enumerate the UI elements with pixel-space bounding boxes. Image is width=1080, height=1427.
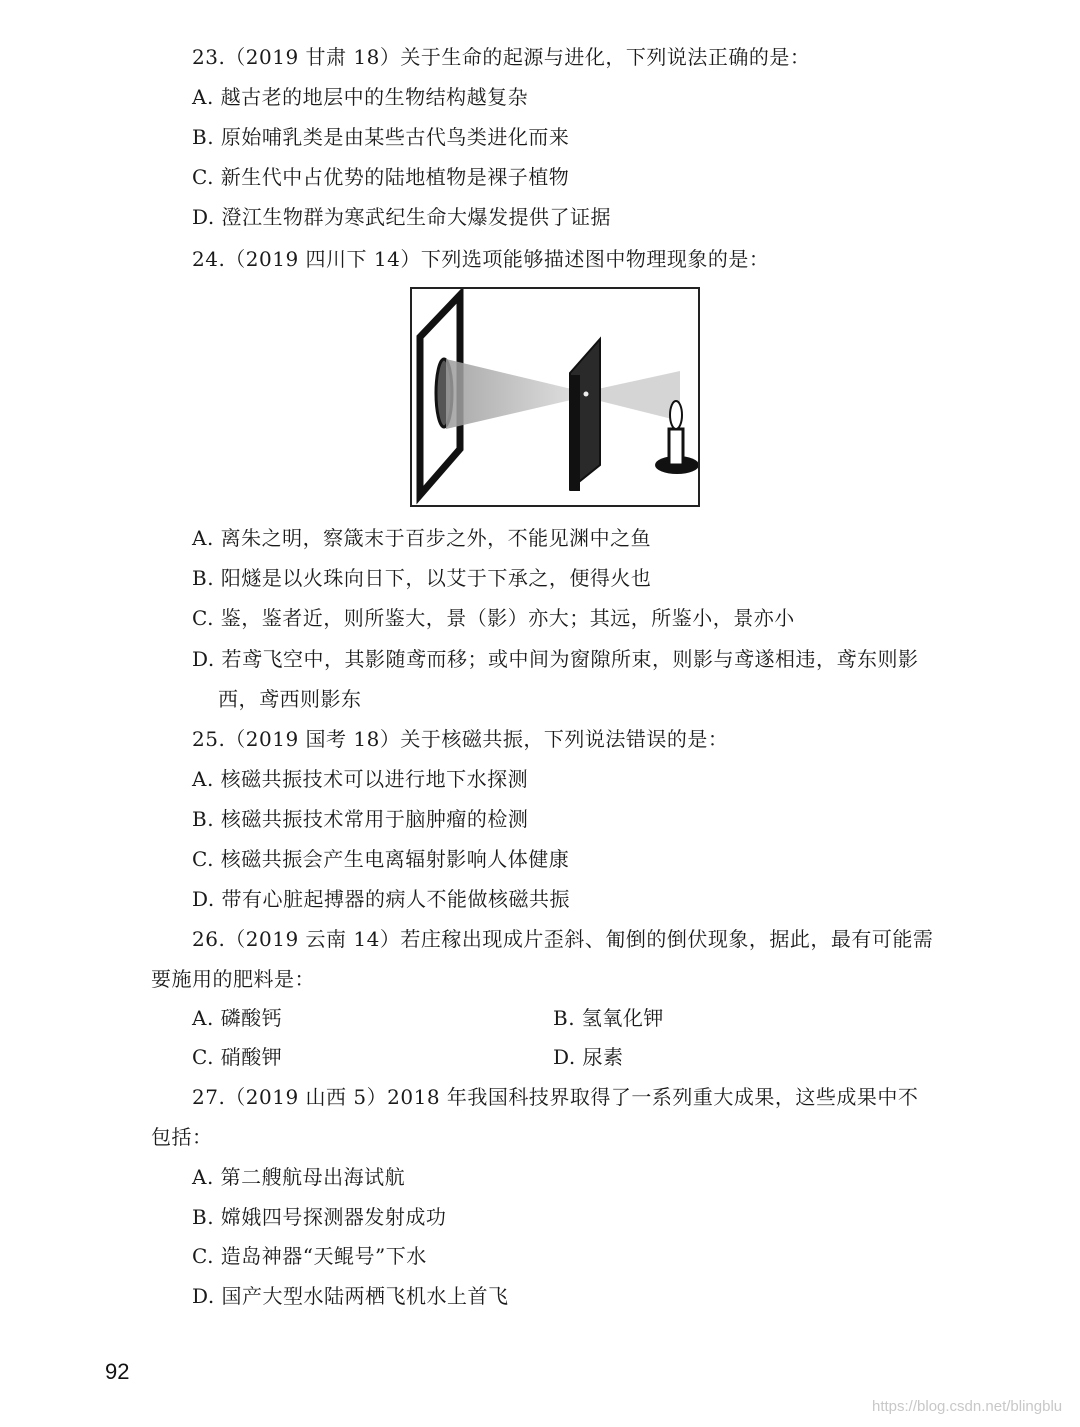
q26-option-a: A. 磷酸钙 bbox=[192, 1006, 283, 1030]
q24-stem: 24.（2019 四川下 14）下列选项能够描述图中物理现象的是： bbox=[192, 247, 770, 271]
q26-stem-continued: 要施用的肥料是： bbox=[151, 967, 315, 991]
q24-option-c: C. 鉴，鉴者近，则所鉴大，景（影）亦大；其远，所鉴小，景亦小 bbox=[192, 606, 795, 630]
q24-option-d: D. 若鸢飞空中，其影随鸢而移；或中间为窗隙所束，则影与鸢遂相违，鸢东则影 bbox=[192, 647, 919, 671]
q24-option-a: A. 离朱之明，察箴末于百步之外，不能见渊中之鱼 bbox=[192, 526, 652, 550]
q25-stem: 25.（2019 国考 18）关于核磁共振，下列说法错误的是： bbox=[192, 727, 729, 751]
pinhole-camera-icon bbox=[412, 289, 698, 505]
q26-stem: 26.（2019 云南 14）若庄稼出现成片歪斜、匍倒的倒伏现象，据此，最有可能需 bbox=[192, 927, 934, 951]
q26-option-c: C. 硝酸钾 bbox=[192, 1045, 283, 1069]
q25-option-d: D. 带有心脏起搏器的病人不能做核磁共振 bbox=[192, 887, 571, 911]
page-number: 92 bbox=[105, 1359, 130, 1384]
q23-option-c: C. 新生代中占优势的陆地植物是裸子植物 bbox=[192, 165, 570, 189]
q23-option-a: A. 越古老的地层中的生物结构越复杂 bbox=[192, 85, 529, 109]
q27-option-b: B. 嫦娥四号探测器发射成功 bbox=[192, 1205, 447, 1229]
q23-option-d: D. 澄江生物群为寒武纪生命大爆发提供了证据 bbox=[192, 205, 612, 229]
q23-option-b: B. 原始哺乳类是由某些古代鸟类进化而来 bbox=[192, 125, 570, 149]
q25-option-c: C. 核磁共振会产生电离辐射影响人体健康 bbox=[192, 847, 570, 871]
q27-option-d: D. 国产大型水陆两栖飞机水上首飞 bbox=[192, 1284, 509, 1308]
q27-option-c: C. 造岛神器“天鲲号”下水 bbox=[192, 1244, 427, 1268]
q27-stem: 27.（2019 山西 5）2018 年我国科技界取得了一系列重大成果，这些成果中不 bbox=[192, 1085, 919, 1109]
q26-option-b: B. 氢氧化钾 bbox=[553, 1006, 664, 1030]
q27-stem-continued: 包括： bbox=[151, 1125, 213, 1149]
watermark: https://blog.csdn.net/blingblu bbox=[872, 1398, 1063, 1415]
pinhole-camera-figure bbox=[410, 287, 700, 507]
q23-stem: 23.（2019 甘肃 18）关于生命的起源与进化，下列说法正确的是： bbox=[192, 45, 811, 69]
q24-option-b: B. 阳燧是以火珠向日下，以艾于下承之，便得火也 bbox=[192, 566, 652, 590]
q27-option-a: A. 第二艘航母出海试航 bbox=[192, 1165, 406, 1189]
q24-option-d-continued: 西，鸢西则影东 bbox=[218, 687, 362, 711]
q25-option-a: A. 核磁共振技术可以进行地下水探测 bbox=[192, 767, 529, 791]
q26-option-d: D. 尿素 bbox=[553, 1045, 624, 1069]
q25-option-b: B. 核磁共振技术常用于脑肿瘤的检测 bbox=[192, 807, 529, 831]
